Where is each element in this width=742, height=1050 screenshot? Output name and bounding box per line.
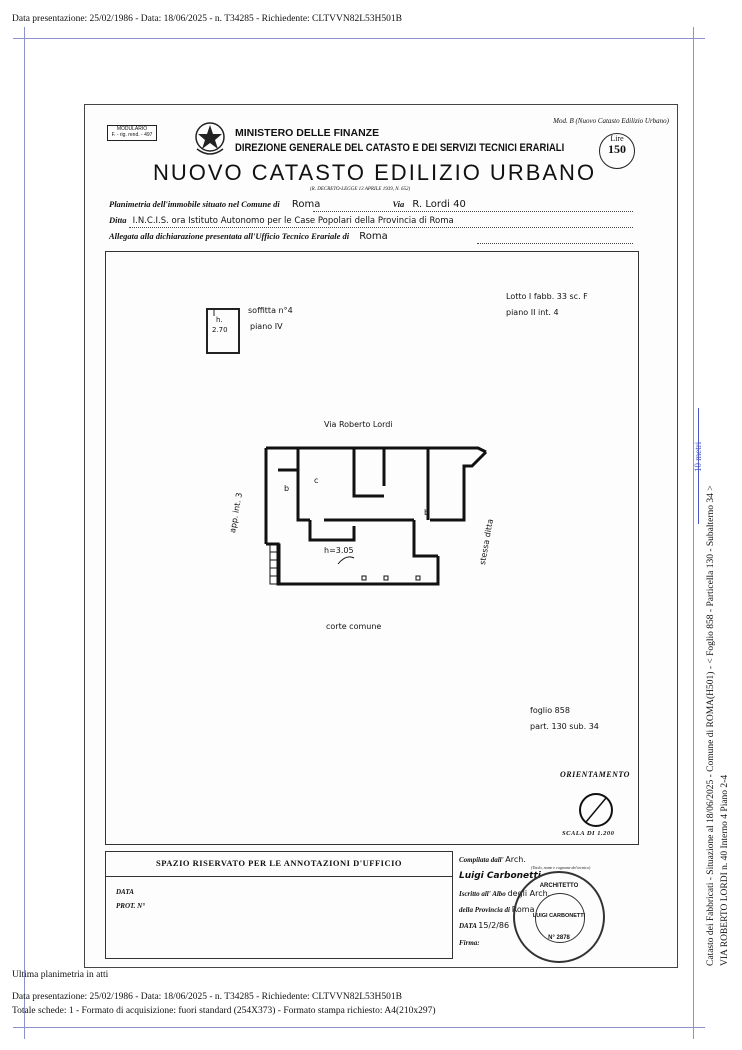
attic-label: soffitta n°4 [248, 306, 293, 315]
room-b2-label: b [424, 508, 430, 517]
comune-value: Roma [291, 199, 321, 210]
ditta-value: I.N.C.I.S. ora Istituto Autonomo per le Case Popolari della Provincia di Roma [132, 216, 454, 226]
stamp-top: ARCHITETTO [539, 883, 579, 889]
piano-int-label: piano II int. 4 [506, 308, 559, 317]
date-label: DATA [459, 922, 477, 930]
scale-label: SCALA DI 1.200 [562, 830, 615, 837]
iscritto-label: Iscritto all' Albo [459, 890, 506, 898]
stamp-name: LUIGI CARBONETTI [532, 913, 586, 919]
compass-icon [576, 790, 616, 830]
modulario-label: MODULARIO [116, 126, 148, 132]
height-label: h=3.05 [324, 546, 354, 555]
ufficio-value: Roma [359, 231, 388, 242]
emblem-icon [193, 119, 227, 157]
courtyard-label: corte comune [326, 622, 382, 631]
ministry-label: MINISTERO DELLE FINANZE [235, 127, 380, 139]
particella-label: part. 130 sub. 34 [530, 722, 599, 731]
planimetry-sheet [84, 104, 678, 968]
address-side-text: VIA ROBERTO LORDI n. 40 Interno 4 Piano 2-4 [720, 774, 730, 966]
reserved-title: SPAZIO RISERVATO PER LE ANNOTAZIONI D'UFFICIO [156, 858, 402, 868]
titolo-note: (Titolo, nome e cognome del tecnico) [531, 865, 591, 870]
planimetria-row [109, 199, 466, 210]
scale-bracket-label: 10 metri [693, 441, 703, 472]
via-value: R. Lordi 40 [412, 199, 466, 210]
compiler-name: Luigi Carbonetti [459, 871, 541, 881]
apartment-plan [264, 440, 488, 600]
planimetria-label: Planimetria dell'immobile situato nel Comune di [109, 199, 280, 209]
room-c-label: c [314, 476, 319, 485]
street-label: Via Roberto Lordi [324, 420, 393, 429]
ditta-label: Ditta [109, 215, 127, 225]
stamp-number: N° 2878 [548, 935, 570, 941]
floor-plan-area [105, 251, 639, 845]
compilata-label: Compilata dall' [459, 856, 504, 864]
lire-value: 150 [608, 142, 626, 156]
allegata-row [109, 231, 388, 242]
lire-stamp [599, 133, 635, 169]
compilata-row [459, 855, 526, 864]
cadastral-side-text: Catasto dei Fabbricati - Situazione al 18/06/2025 - Comune di ROMA(H501) - < Foglio 858 - Particella 130 - Subalterno 34 > [706, 485, 716, 966]
firma-label: Firma: [459, 939, 480, 947]
footer-line-2: Totale schede: 1 - Formato di acquisizione: fuori standard (254X373) - Formato stampa richiesto: A4(210x297) [12, 1006, 436, 1016]
decree-note: (R. DECRETO-LEGGE 13 APRILE 1939, N. 652) [310, 187, 411, 192]
compilata-value: Arch. [505, 855, 526, 864]
architect-stamp [513, 871, 605, 963]
provincia-label: della Provincia di [459, 906, 510, 914]
iscritto-value: degli Arch. [507, 889, 551, 898]
ultima-planimetria: Ultima planimetria in atti [12, 970, 109, 980]
model-label: Mod. B (Nuovo Catasto Edilizio Urbano) [553, 117, 669, 125]
right-neighbor-label: stessa ditta [478, 518, 495, 566]
date-value: 15/2/86 [478, 921, 510, 930]
reserved-data-label: DATA [116, 888, 134, 896]
modulario-box [107, 125, 157, 141]
reserved-office-box [105, 851, 453, 959]
footer-line-1: Data presentazione: 25/02/1986 - Data: 18/06/2025 - n. T34285 - Richiedente: CLTVVN82L53H501B [12, 992, 402, 1002]
modulario-sub: F. - rig. rend. - 497 [111, 132, 153, 138]
direction-label: DIREZIONE GENERALE DEL CATASTO E DEI SERVIZI TECNICI ERARIALI [235, 142, 565, 154]
header-line: Data presentazione: 25/02/1986 - Data: 18/06/2025 - n. T34285 - Richiedente: CLTVVN82L53H501B [12, 14, 402, 24]
reserved-prot-label: PROT. N° [116, 902, 145, 910]
document-title: NUOVO CATASTO EDILIZIO URBANO [153, 160, 597, 185]
provincia-value: Roma [511, 905, 535, 914]
attic-h-label: h. [216, 316, 223, 324]
foglio-label: foglio 858 [530, 706, 570, 715]
ditta-row [109, 215, 454, 226]
attic-floor: piano IV [250, 322, 283, 331]
attic-h-value: 2.70 [212, 326, 228, 334]
via-label: Via [392, 199, 405, 209]
orientation-label: ORIENTAMENTO [560, 770, 630, 779]
left-neighbor-label: app. int. 3 [228, 491, 244, 534]
lire-label: Lire [610, 134, 624, 143]
lotto-label: Lotto I fabb. 33 sc. F [506, 292, 588, 301]
room-b1-label: b [284, 484, 290, 493]
date-row [459, 921, 509, 930]
allegata-label: Allegata alla dichiarazione presentata all'Ufficio Tecnico Erariale di [109, 231, 350, 241]
